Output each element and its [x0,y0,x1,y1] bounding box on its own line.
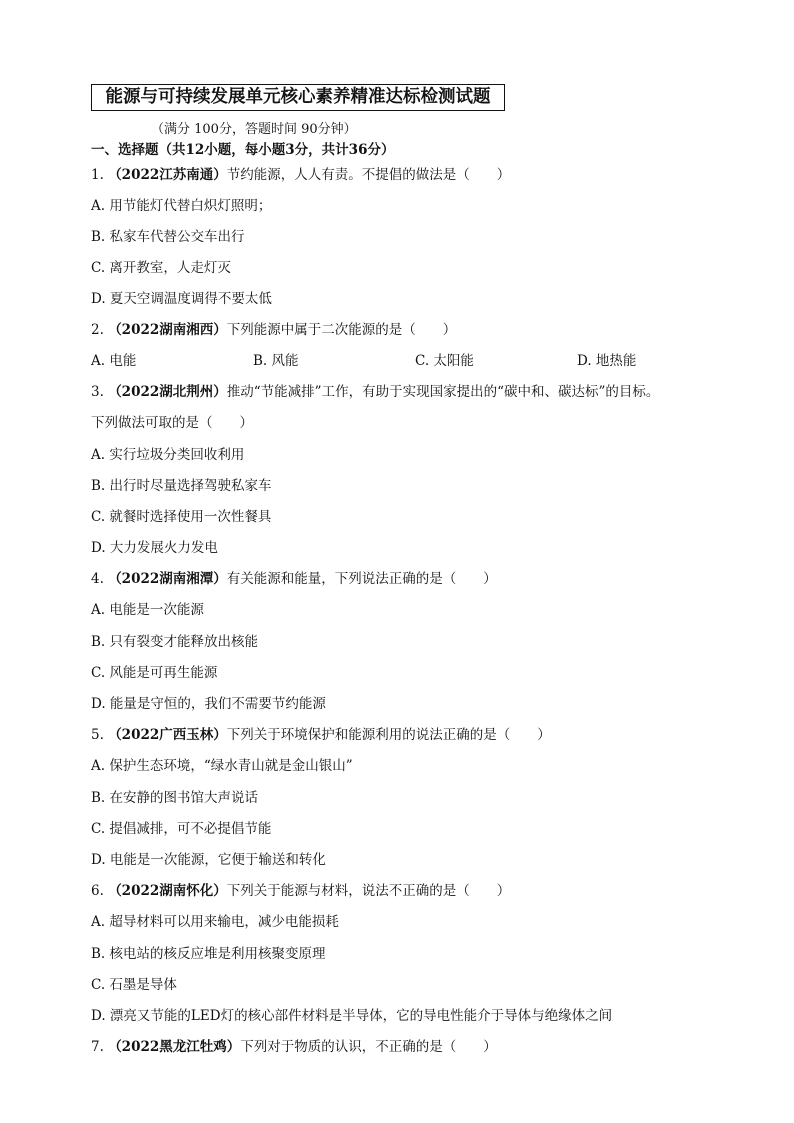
score-time-note: （满分 100分，答题时间 90分钟） [151,122,357,137]
question-1-option-d: D. 夏天空调温度调得不要太低 [91,291,272,307]
question-6-option-d: D. 漂亮又节能的LED灯的核心部件材料是半导体，它的导电性能介于导体与绝缘体之间 [91,1008,613,1024]
question-3-option-c: C. 就餐时选择使用一次性餐具 [91,509,272,525]
question-6-stem: 6. （2022湖南怀化）下列关于能源与材料，说法不正确的是（ ） [91,883,511,899]
question-1-option-c: C. 离开教室，人走灯灭 [91,260,231,276]
document-title: 能源与可持续发展单元核心素养精准达标检测试题 [91,84,505,111]
question-3-stem: 3. （2022湖北荆州）推动“节能减排”工作，有助于实现国家提出的“碳中和、碳达标”的目标。 [91,384,660,400]
section-heading: 一、选择题（共12小题，每小题3分，共计36分） [91,142,395,158]
question-4-option-a: A. 电能是一次能源 [91,602,204,618]
question-3-option-a: A. 实行垃圾分类回收利用 [91,447,245,463]
question-2-option-c: C. 太阳能 [415,353,474,369]
question-source: （2022江苏南通） [108,167,227,183]
question-source: （2022湖南湘西） [108,322,227,338]
question-4-option-b: B. 只有裂变才能释放出核能 [91,634,259,650]
question-5-option-b: B. 在安静的图书馆大声说话 [91,790,259,806]
question-6-option-c: C. 石墨是导体 [91,977,177,993]
question-4-option-d: D. 能量是守恒的，我们不需要节约能源 [91,696,326,712]
question-2-option-d: D. 地热能 [577,353,637,369]
question-2-option-a: A. 电能 [91,353,137,369]
question-3-option-b: B. 出行时尽量选择驾驶私家车 [91,478,272,494]
question-2-stem: 2. （2022湖南湘西）下列能源中属于二次能源的是（ ） [91,322,457,338]
question-source: （2022湖南湘潭） [108,571,227,587]
question-4-stem: 4. （2022湖南湘潭）有关能源和能量，下列说法正确的是（ ） [91,571,497,587]
question-4-option-c: C. 风能是可再生能源 [91,665,218,681]
question-1-stem: 1. （2022江苏南通）节约能源，人人有责。不提倡的做法是（ ） [91,167,511,183]
question-6-option-b: B. 核电站的核反应堆是利用核聚变原理 [91,946,326,962]
question-6-option-a: A. 超导材料可以用来输电，减少电能损耗 [91,914,339,930]
question-5-option-c: C. 提倡减排，可不必提倡节能 [91,821,272,837]
question-1-option-b: B. 私家车代替公交车出行 [91,229,245,245]
question-5-option-d: D. 电能是一次能源，它便于输送和转化 [91,852,326,868]
question-source: （2022湖北荆州） [108,384,227,400]
question-source: （2022黑龙江牡鸡） [108,1039,241,1055]
question-7-stem: 7. （2022黑龙江牡鸡）下列对于物质的认识，不正确的是（ ） [91,1039,497,1055]
question-3-stem-continued: 下列做法可取的是（ ） [91,415,253,431]
question-1-option-a: A. 用节能灯代替白炽灯照明； [91,198,272,214]
question-source: （2022广西玉林） [108,727,227,743]
question-source: （2022湖南怀化） [108,883,227,899]
question-2-option-b: B. 风能 [253,353,299,369]
question-5-stem: 5. （2022广西玉林）下列关于环境保护和能源利用的说法正确的是（ ） [91,727,551,743]
question-3-option-d: D. 大力发展火力发电 [91,540,218,556]
question-5-option-a: A. 保护生态环境，“绿水青山就是金山银山” [91,758,353,774]
